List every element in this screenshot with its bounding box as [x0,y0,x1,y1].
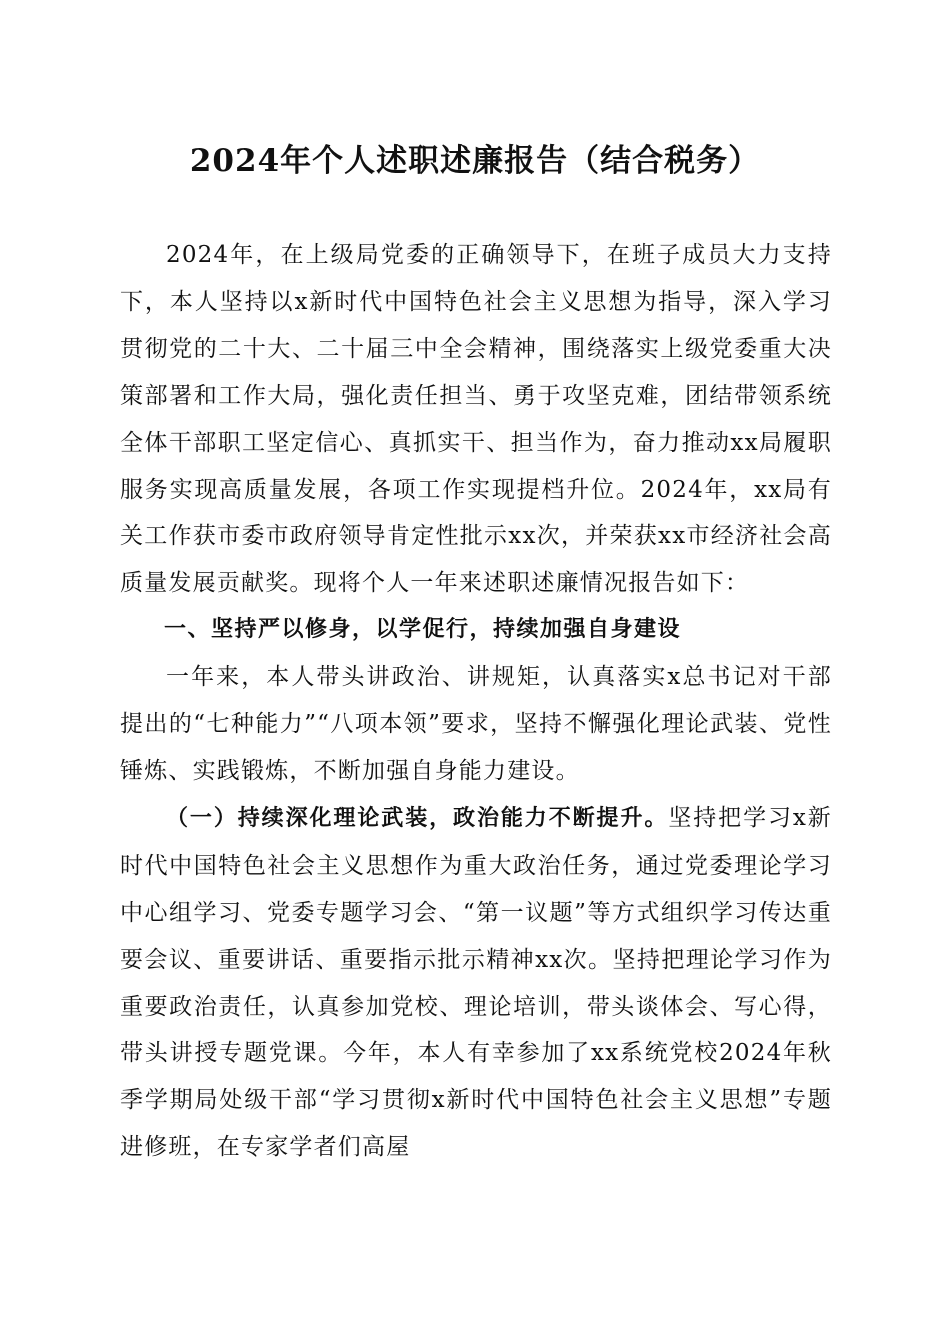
section-1-paragraph: 一年来，本人带头讲政治、讲规矩，认真落实x总书记对干部提出的“七种能力”“八项本领”要求，坚持不懈强化理论武装、党性锤炼、实践锻炼，不断加强自身能力建设。 [120,664,832,784]
subsection-1-body: 坚持把学习x新时代中国特色社会主义思想作为重大政治任务，通过党委理论学习中心组学习、党委专题学习会、“第一议题”等方式组织学习传达重要会议、重要讲话、重要指示批示精神xx次。坚持把理论学习作为重要政治责任，认真参加党校、理论培训，带头谈体会、写心得，带头讲授专题党课。今年，本人有幸参加了xx系统党校2024年秋季学期局处级干部“学习贯彻x新时代中国特色社会主义思想”专题进修班，在专家学者们高屋 [120,804,832,1161]
subsection-1-paragraph [120,795,832,1171]
section-1-heading: 一、坚持严以修身，以学促行，持续加强自身建设 [164,617,682,643]
intro-paragraph: 2024年，在上级局党委的正确领导下，在班子成员大力支持下，本人坚持以x新时代中国特色社会主义思想为指导，深入学习贯彻党的二十大、二十届三中全会精神，围绕落实上级党委重大决策部署和工作大局，强化责任担当、勇于攻坚克难，团结带领系统全体干部职工坚定信心、真抓实干、担当作为，奋力推动xx局履职服务实现高质量发展，各项工作实现提档升位。2024年，xx局有关工作获市委市政府领导肯定性批示xx次，并荣获xx市经济社会高质量发展贡献奖。现将个人一年来述职述廉情况报告如下： [120,242,832,597]
subsection-1-lead: （一）持续深化理论武装，政治能力不断提升。 [166,805,669,831]
document-body [120,232,832,1171]
document-title: 2024年个人述职述廉报告（结合税务） [189,143,761,179]
